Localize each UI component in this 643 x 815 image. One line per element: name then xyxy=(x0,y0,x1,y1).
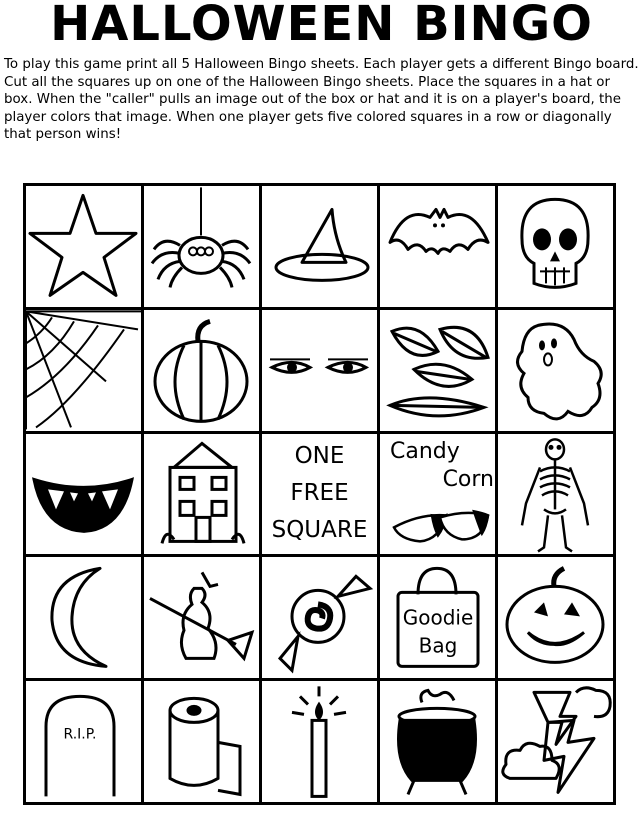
bingo-square-haunted-house[interactable] xyxy=(144,434,259,555)
bingo-square-mouth[interactable] xyxy=(26,434,141,555)
candle-icon xyxy=(262,681,377,802)
candy-corn-icon xyxy=(380,434,495,555)
goodie-bag-line-2: Bag xyxy=(418,633,458,658)
bingo-square-skeleton[interactable] xyxy=(498,434,613,555)
goodie-bag-icon xyxy=(380,557,495,678)
cauldron-icon xyxy=(380,681,495,802)
bingo-square-bat[interactable] xyxy=(380,186,495,307)
lightning-cloud-icon xyxy=(498,681,613,802)
witch-hat-icon xyxy=(262,186,377,307)
bingo-square-candy-corn[interactable] xyxy=(380,434,495,555)
fangs-mouth-icon xyxy=(26,434,141,555)
tombstone-icon xyxy=(26,681,141,802)
spider-web-icon xyxy=(26,310,141,431)
star-icon xyxy=(26,186,141,307)
haunted-house-icon xyxy=(144,434,259,555)
moon-icon xyxy=(26,557,141,678)
bat-icon xyxy=(380,186,495,307)
eyes-icon xyxy=(262,310,377,431)
bingo-square-candy[interactable] xyxy=(262,557,377,678)
bingo-square-star[interactable] xyxy=(26,186,141,307)
bingo-square-tombstone[interactable] xyxy=(26,681,141,802)
tombstone-text: R.I.P. xyxy=(63,726,97,743)
pumpkin-icon xyxy=(144,310,259,431)
bingo-square-leaves[interactable] xyxy=(380,310,495,431)
free-square-line-1: ONE xyxy=(294,443,345,470)
bingo-square-goodie-bag[interactable] xyxy=(380,557,495,678)
bingo-square-storm-cloud[interactable] xyxy=(498,681,613,802)
instructions-text: To play this game print all 5 Halloween Bingo sheets. Each player gets a different Bingo board. Cut all the squares up on one of the Halloween Bingo sheets. Place the squares in a hat or box. When the "caller" pulls an image out of the box or hat and it is on a player's board, the player colors that image. When one player gets five colored squares in a row or diagonally that person wins! xyxy=(4,57,639,143)
bingo-board xyxy=(23,183,616,805)
free-square-line-2: FREE xyxy=(290,480,349,507)
page-title: HALLOWEEN BINGO xyxy=(50,0,593,52)
bingo-square-spider[interactable] xyxy=(144,186,259,307)
skull-icon xyxy=(498,186,613,307)
bingo-square-ghost[interactable] xyxy=(498,310,613,431)
bingo-square-toilet-paper[interactable] xyxy=(144,681,259,802)
leaves-icon xyxy=(380,310,495,431)
candy-corn-line-1: Candy xyxy=(390,438,460,464)
spider-icon xyxy=(144,186,259,307)
goodie-bag-line-1: Goodie xyxy=(402,605,474,630)
ghost-icon xyxy=(498,310,613,431)
bingo-square-witch-hat[interactable] xyxy=(262,186,377,307)
witch-icon xyxy=(144,557,259,678)
bingo-square-free[interactable] xyxy=(262,434,377,555)
bingo-square-eyes[interactable] xyxy=(262,310,377,431)
bingo-square-moon[interactable] xyxy=(26,557,141,678)
bingo-square-witch[interactable] xyxy=(144,557,259,678)
bingo-square-candle[interactable] xyxy=(262,681,377,802)
candy-corn-line-2: Corn xyxy=(442,466,494,492)
bingo-square-jack-o-lantern[interactable] xyxy=(498,557,613,678)
bingo-square-pumpkin[interactable] xyxy=(144,310,259,431)
skeleton-icon xyxy=(498,434,613,555)
toilet-paper-icon xyxy=(144,681,259,802)
wrapped-candy-icon xyxy=(262,557,377,678)
bingo-square-spider-web[interactable] xyxy=(26,310,141,431)
bingo-square-cauldron[interactable] xyxy=(380,681,495,802)
bingo-square-skull[interactable] xyxy=(498,186,613,307)
jack-o-lantern-icon xyxy=(498,557,613,678)
free-square-line-3: SQUARE xyxy=(271,517,368,544)
